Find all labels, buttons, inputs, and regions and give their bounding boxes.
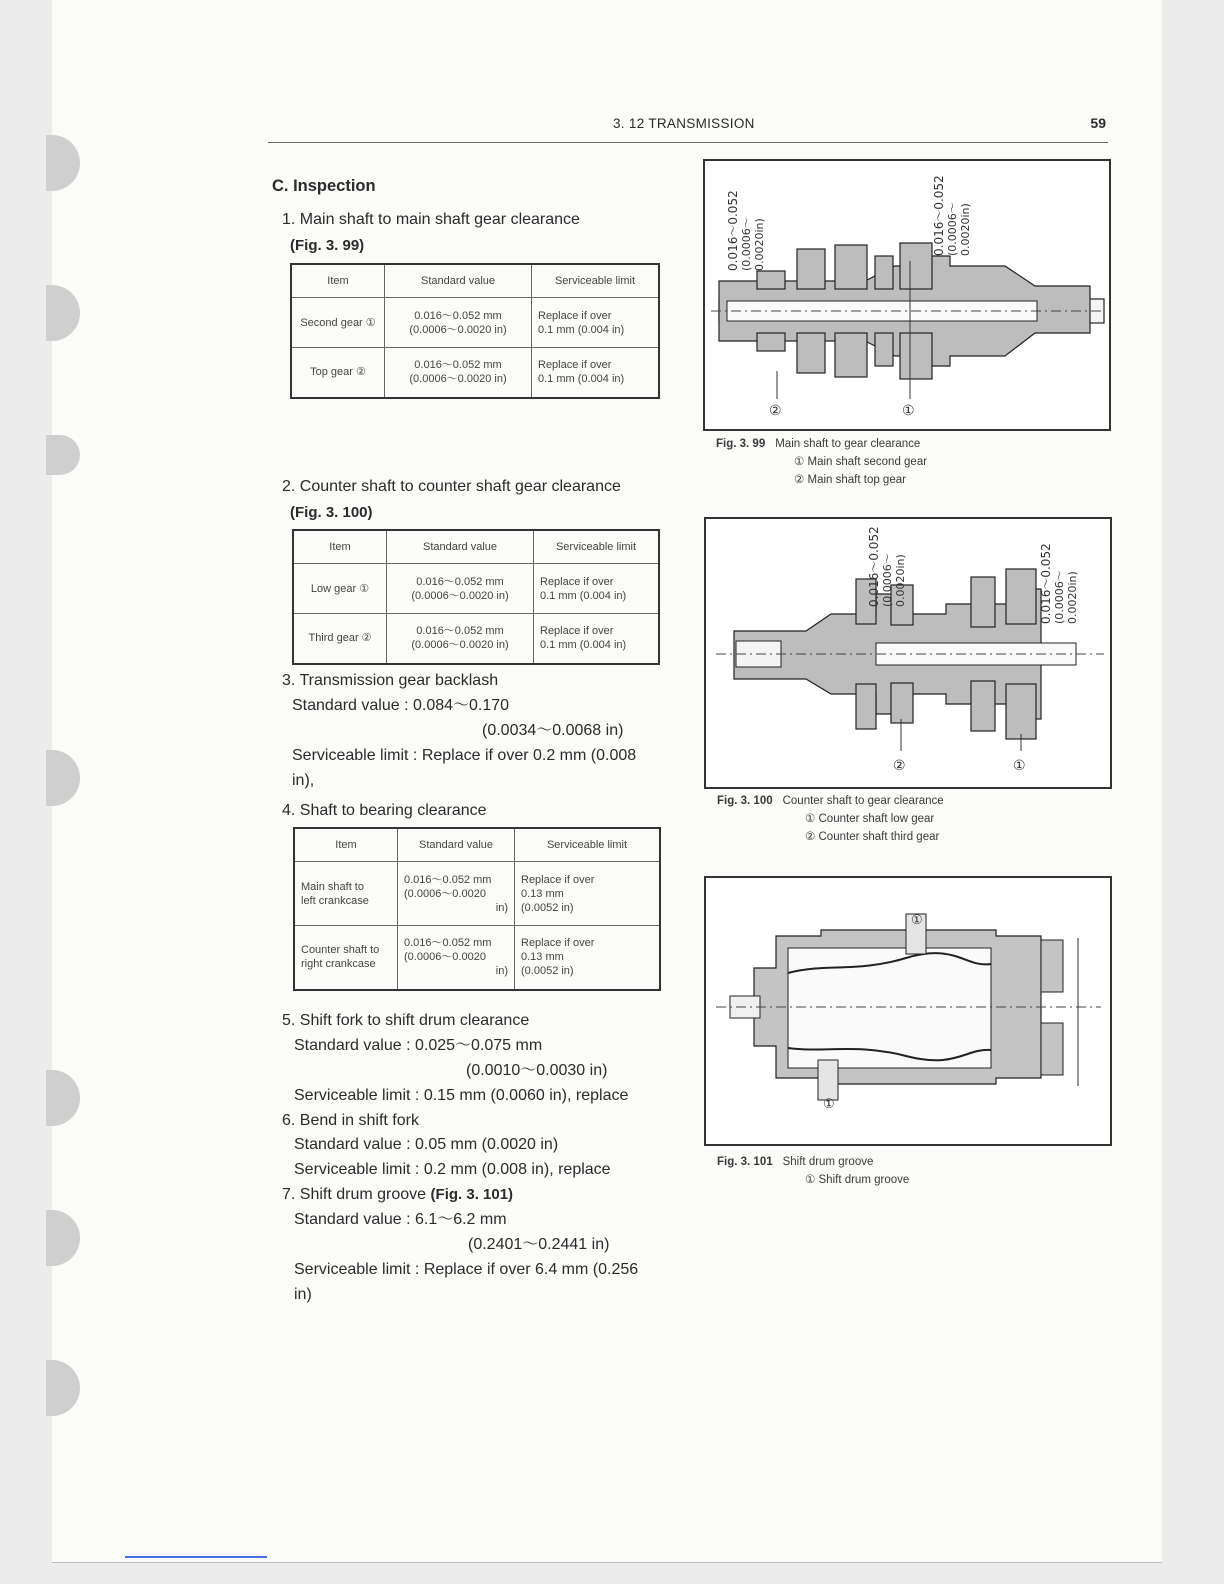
cell-item: Counter shaft to right crankcase — [294, 926, 398, 990]
svg-text:0.016～0.052 — [932, 175, 946, 256]
cell-limit: Replace if over 0.1 mm (0.004 in) — [534, 614, 660, 664]
table-row — [293, 614, 659, 664]
section-title: C. Inspection — [272, 177, 376, 195]
dim-label: 0.016～0.052 — [867, 526, 881, 607]
blue-mark — [125, 1556, 267, 1558]
figure-counter-shaft — [704, 517, 1112, 789]
binder-hole — [46, 1070, 80, 1126]
item3-limit-cont: in), — [292, 772, 315, 789]
svg-text:0.0020in) — [959, 203, 972, 256]
svg-text:(0.0006～ — [946, 202, 959, 256]
dim-label: 0.016～0.052 — [726, 190, 740, 271]
col-header: Serviceable limit — [532, 264, 660, 298]
item3-standard: Standard value : 0.084～0.170 — [292, 697, 510, 714]
cell-std: 0.016～0.052 mm (0.0006～0.0020 in) — [398, 862, 515, 926]
dim-label: 0.0020in) — [959, 203, 972, 256]
table-row — [293, 564, 659, 614]
binder-hole — [46, 435, 80, 475]
item6-limit: Serviceable limit : 0.2 mm (0.008 in), replace — [294, 1161, 611, 1178]
item6-heading: 6. Bend in shift fork — [282, 1112, 419, 1129]
svg-text:0.016～0.052 — [726, 190, 740, 271]
page-header — [268, 112, 1108, 143]
svg-text:(0.0006～ — [1053, 570, 1066, 624]
page-number: 59 — [1090, 115, 1106, 131]
svg-text:0.0020in) — [1066, 571, 1079, 624]
callout-1: ① — [823, 1096, 835, 1111]
section-header: 3. 12 TRANSMISSION — [613, 116, 755, 131]
cell-limit: Replace if over 0.13 mm (0.0052 in) — [515, 926, 661, 990]
dim-label: 0.016～0.052 — [932, 175, 946, 256]
item5-heading: 5. Shift fork to shift drum clearance — [282, 1012, 530, 1029]
svg-text:0.0020in) — [894, 554, 907, 607]
item1-heading: 1. Main shaft to main shaft gear clearance — [282, 211, 580, 228]
col-header: Standard value — [385, 264, 532, 298]
col-header: Standard value — [398, 828, 515, 862]
svg-text:(0.0006～ — [881, 553, 894, 607]
col-header: Item — [291, 264, 385, 298]
dim-label: (0.0006～ — [740, 217, 753, 271]
svg-text:② — [769, 402, 782, 418]
item7-standard: Standard value : 6.1～6.2 mm — [294, 1211, 507, 1228]
page-bottom-edge — [52, 1562, 1162, 1563]
main-shaft-drawing — [705, 161, 1109, 429]
cell-limit: Replace if over 0.1 mm (0.004 in) — [532, 348, 660, 398]
item5-limit: Serviceable limit : 0.15 mm (0.0060 in), replace — [294, 1087, 629, 1104]
dim-label: 0.0020in) — [753, 218, 766, 271]
item5-standard-in: (0.0010～0.0030 in) — [466, 1062, 608, 1079]
fig100-caption: Fig. 3. 100 Counter shaft to gear clearance ① Counter shaft low gear ② Counter shaft third gear — [717, 795, 944, 843]
cell-item: Second gear ① — [291, 298, 385, 348]
cell-item: Low gear ① — [293, 564, 387, 614]
cell-limit: Replace if over 0.1 mm (0.004 in) — [532, 298, 660, 348]
item3-limit: Serviceable limit : Replace if over 0.2 mm (0.008 — [292, 747, 637, 764]
item5-standard: Standard value : 0.025～0.075 mm — [294, 1037, 543, 1054]
svg-text:0.0020in) — [753, 218, 766, 271]
callout-1: ① — [1013, 757, 1026, 773]
item2-ref: (Fig. 3. 100) — [290, 504, 373, 521]
item6-standard: Standard value : 0.05 mm (0.0020 in) — [294, 1136, 559, 1153]
cell-item: Main shaft to left crankcase — [294, 862, 398, 926]
svg-text:① — [1013, 757, 1026, 773]
col-header: Item — [294, 828, 398, 862]
item7-limit: Serviceable limit : Replace if over 6.4 mm (0.256 — [294, 1261, 639, 1278]
dim-label: 0.0020in) — [1066, 571, 1079, 624]
binder-hole — [46, 285, 80, 341]
cell-limit: Replace if over 0.1 mm (0.004 in) — [534, 564, 660, 614]
cell-limit: Replace if over 0.13 mm (0.0052 in) — [515, 862, 661, 926]
table-counter-shaft — [292, 529, 660, 665]
item1-ref: (Fig. 3. 99) — [290, 237, 365, 254]
fig101-caption: Fig. 3. 101 Shift drum groove ① Shift drum groove — [717, 1156, 910, 1186]
binder-hole — [46, 1210, 80, 1266]
dim-label: 0.016～0.052 — [1039, 543, 1053, 624]
col-header: Serviceable limit — [534, 530, 660, 564]
dim-label: (0.0006～ — [1053, 570, 1066, 624]
cell-std: 0.016～0.052 mm (0.0006～0.0020 in) — [385, 348, 532, 398]
svg-text:② — [893, 757, 906, 773]
item7-heading: 7. Shift drum groove (Fig. 3. 101) — [282, 1186, 514, 1203]
item4-heading: 4. Shaft to bearing clearance — [282, 802, 487, 819]
dim-label: (0.0006～ — [946, 202, 959, 256]
counter-shaft-drawing — [706, 519, 1110, 787]
callout-1: ① — [911, 912, 923, 927]
binder-hole — [46, 1360, 80, 1416]
table-main-shaft — [290, 263, 660, 399]
table-shaft-bearing — [293, 827, 661, 991]
callout-2: ② — [769, 402, 782, 418]
cell-std: 0.016～0.052 mm (0.0006～0.0020 in) — [385, 298, 532, 348]
dim-label: (0.0006～ — [881, 553, 894, 607]
shift-drum-drawing — [706, 878, 1110, 1144]
cell-std: 0.016～0.052 mm (0.0006～0.0020 in) — [387, 564, 534, 614]
cell-item: Third gear ② — [293, 614, 387, 664]
item3-heading: 3. Transmission gear backlash — [282, 672, 499, 689]
svg-text:① — [902, 402, 915, 418]
table-row — [291, 298, 659, 348]
svg-text:① — [823, 1096, 835, 1111]
svg-text:(0.0006～ — [740, 217, 753, 271]
item7-standard-in: (0.2401～0.2441 in) — [468, 1236, 610, 1253]
figure-shift-drum — [704, 876, 1112, 1146]
figure-main-shaft — [703, 159, 1111, 431]
cell-std: 0.016～0.052 mm (0.0006～0.0020 in) — [387, 614, 534, 664]
cell-std: 0.016～0.052 mm (0.0006～0.0020 in) — [398, 926, 515, 990]
table-row — [294, 862, 660, 926]
item2-heading: 2. Counter shaft to counter shaft gear clearance — [282, 478, 621, 495]
callout-2: ② — [893, 757, 906, 773]
binder-hole — [46, 750, 80, 806]
cell-item: Top gear ② — [291, 348, 385, 398]
item3-standard-in: (0.0034～0.0068 in) — [482, 722, 624, 739]
item7-limit-cont: in) — [294, 1286, 312, 1303]
col-header: Serviceable limit — [515, 828, 661, 862]
col-header: Item — [293, 530, 387, 564]
svg-text:0.016～0.052 — [867, 526, 881, 607]
fig99-caption: Fig. 3. 99 Main shaft to gear clearance ① Main shaft second gear ② Main shaft top gear — [716, 438, 928, 486]
dim-label: 0.0020in) — [894, 554, 907, 607]
table-row — [291, 348, 659, 398]
callout-1: ① — [902, 402, 915, 418]
col-header: Standard value — [387, 530, 534, 564]
svg-text:① — [911, 912, 923, 927]
svg-text:0.016～0.052 — [1039, 543, 1053, 624]
table-row — [294, 926, 660, 990]
binder-hole — [46, 135, 80, 191]
